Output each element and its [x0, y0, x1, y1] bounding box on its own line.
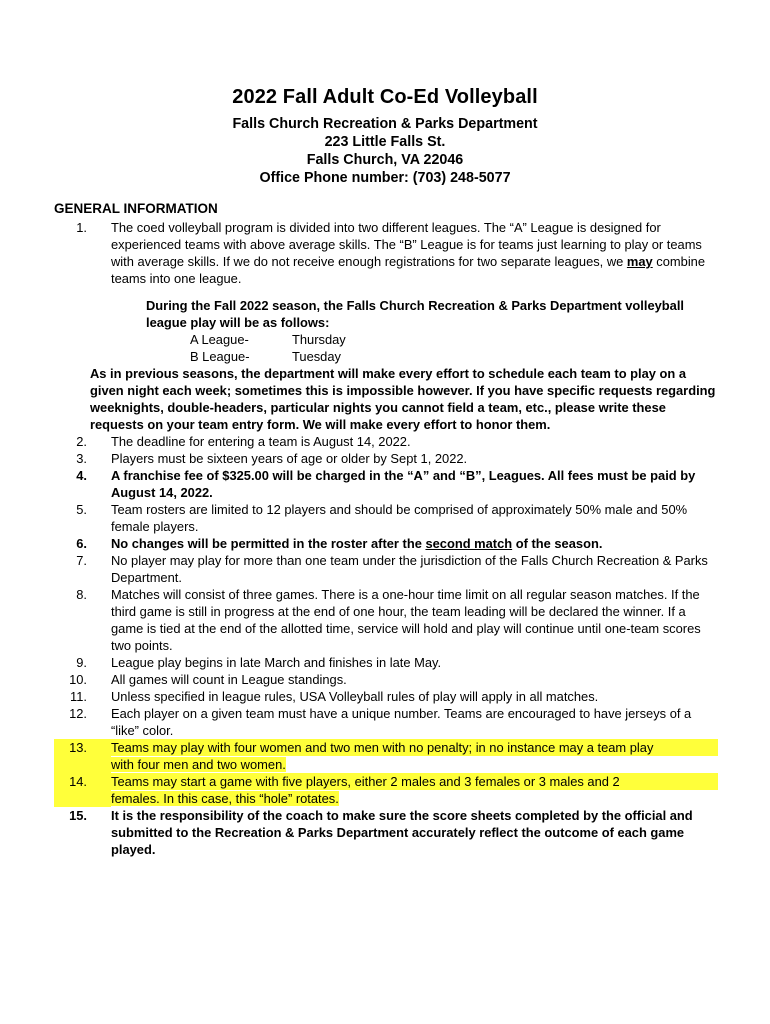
list-item — [54, 219, 718, 287]
list-item — [54, 467, 718, 501]
street-address: 223 Little Falls St. — [324, 134, 446, 150]
item-number: 5. — [76, 502, 87, 517]
rules-list — [54, 219, 718, 858]
highlighted-text: with four men and two women. — [111, 757, 286, 772]
org-name: Falls Church Recreation & Parks Department — [232, 116, 538, 132]
item-number: 12. — [69, 706, 87, 721]
item-text: A franchise fee of $325.00 will be charged in the “A” and “B”, Leagues. All fees must be paid by August 14, 2022. — [111, 468, 696, 500]
item-text — [111, 739, 718, 773]
league-label: A League- — [190, 332, 249, 347]
item-number: 8. — [76, 587, 87, 602]
list-item — [54, 501, 718, 535]
item-text-part: The coed volleyball program is divided into two different leagues. The “A” League is designed for experienced teams with above average skills. The “B” League is for teams just learning to play or teams with average skills. If we do not receive enough registrations for two separate leagues, we — [111, 220, 702, 269]
underlined-word: may — [626, 254, 653, 269]
league-row — [190, 331, 718, 348]
item-text-part: combine teams into one league. — [111, 254, 706, 286]
item-number: 11. — [70, 689, 87, 704]
list-item — [54, 705, 718, 739]
highlighted-text: Teams may play with four women and two men with no penalty; in no instance may a team play — [111, 739, 718, 756]
city-address: Falls Church, VA 22046 — [306, 152, 464, 168]
item-number: 7. — [76, 553, 87, 568]
highlighted-text: Teams may start a game with five players, either 2 males and 3 females or 3 males and 2 — [111, 773, 718, 790]
league-label: B League- — [190, 349, 250, 364]
scheduling-paragraph: As in previous seasons, the department will make every effort to schedule each team to play on a given night each week; sometimes this is impossible however. If you have specific requests regarding weeknights, double-headers, particular nights you cannot field a team, etc., please write these requests on your team entry form. We will make every effort to honor them. — [90, 366, 716, 432]
item-text: Matches will consist of three games. There is a one-hour time limit on all regular season matches. If the third game is still in progress at the end of one hour, the team leading will be declared the winner. If a game is tied at the end of the allotted time, service will hold and play will continue until one-team scores two points. — [111, 587, 701, 653]
item-text: Unless specified in league rules, USA Volleyball rules of play will apply in all matches. — [111, 689, 599, 704]
list-item — [54, 654, 718, 671]
item-text — [111, 773, 718, 807]
section-heading: GENERAL INFORMATION — [54, 201, 218, 216]
list-item — [54, 807, 718, 858]
underlined-phrase: second match — [425, 536, 513, 551]
league-row — [190, 348, 718, 365]
list-item — [54, 671, 718, 688]
item-text: Each player on a given team must have a unique number. Teams are encouraged to have jerseys of a “like” color. — [111, 706, 692, 738]
list-item-highlighted — [54, 739, 718, 773]
list-item — [54, 535, 718, 552]
item-number: 2. — [76, 434, 87, 449]
item-number: 4. — [76, 468, 87, 483]
item-number: 13. — [54, 739, 111, 773]
item-number: 10. — [69, 672, 87, 687]
item-number: 3. — [76, 451, 87, 466]
office-phone: Office Phone number: (703) 248-5077 — [259, 170, 511, 186]
highlighted-text: females. In this case, this “hole” rotates. — [111, 791, 339, 806]
item-number: 14. — [54, 773, 111, 807]
document-header — [0, 86, 770, 187]
item-text-part: of the season. — [512, 536, 603, 551]
item-text — [111, 219, 718, 287]
item-text: It is the responsibility of the coach to make sure the score sheets completed by the official and submitted to the Recreation & Parks Department accurately reflect the outcome of each game played. — [111, 808, 693, 857]
item-text: League play begins in late March and finishes in late May. — [111, 655, 442, 670]
list-item-highlighted — [54, 773, 718, 807]
list-item — [54, 433, 718, 450]
league-day: Tuesday — [292, 349, 341, 364]
item-text: No player may play for more than one team under the jurisdiction of the Falls Church Recreation & Parks Department. — [111, 553, 708, 585]
list-item — [54, 450, 718, 467]
list-item — [54, 552, 718, 586]
item-text: Players must be sixteen years of age or older by Sept 1, 2022. — [111, 451, 468, 466]
league-day: Thursday — [292, 332, 346, 347]
item-text — [111, 535, 718, 552]
document-title: 2022 Fall Adult Co-Ed Volleyball — [232, 86, 538, 108]
item-number: 9. — [76, 655, 87, 670]
item-number: 6. — [76, 536, 87, 551]
list-item — [54, 688, 718, 705]
item-text: Team rosters are limited to 12 players and should be comprised of approximately 50% male and 50% female players. — [111, 502, 688, 534]
league-schedule — [190, 331, 718, 365]
season-block — [146, 297, 718, 331]
item-text: All games will count in League standings. — [111, 672, 347, 687]
item-text-part: No changes will be permitted in the roster after the — [111, 536, 426, 551]
item-text: The deadline for entering a team is August 14, 2022. — [111, 434, 411, 449]
list-item — [54, 586, 718, 654]
season-line: During the Fall 2022 season, the Falls Church Recreation & Parks Department volleyball league play will be as follows: — [146, 298, 684, 330]
item-number: 15. — [69, 808, 87, 823]
item-number: 1. — [76, 220, 87, 235]
